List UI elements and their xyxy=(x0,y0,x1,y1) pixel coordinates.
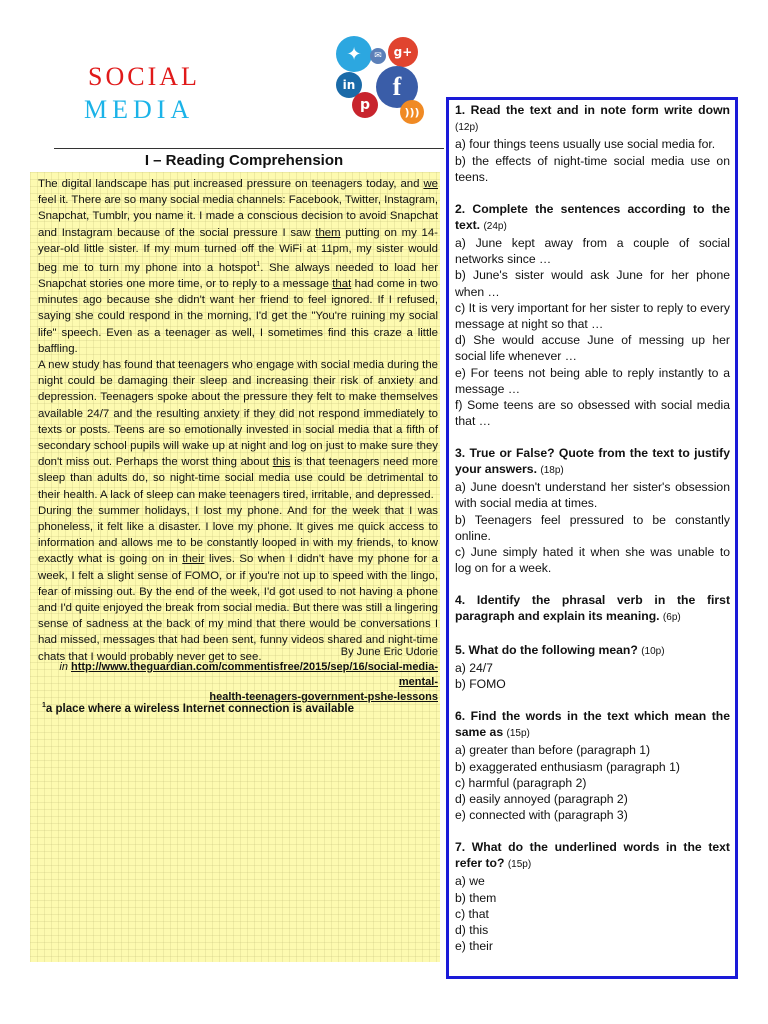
question-3 xyxy=(455,445,730,577)
question-item: a) greater than before (paragraph 1) xyxy=(455,743,651,758)
twitter-icon: ✦ xyxy=(336,36,372,72)
question-prompt: 4. Identify the phrasal verb in the first paragraph and explain its meaning. (6p) xyxy=(455,592,730,624)
question-6 xyxy=(455,708,730,823)
author: By June Eric Udorie xyxy=(340,646,438,658)
question-prompt: 2. Complete the sentences according to the text. (24p) xyxy=(455,201,730,232)
title-line-1: SOCIAL xyxy=(88,62,200,91)
underlined-that: that xyxy=(332,278,352,291)
underlined-their: their xyxy=(182,553,205,566)
question-item: b) the effects of night-time social media use on teens. xyxy=(455,153,730,184)
social-icons-cluster xyxy=(330,34,430,124)
heading-rule xyxy=(54,148,444,149)
google-plus-icon: g+ xyxy=(388,37,418,67)
question-item: c) that xyxy=(455,906,489,921)
points-label: (10p) xyxy=(641,645,665,657)
byline-in: in xyxy=(59,661,68,673)
question-item: c) June simply hated it when she was unable to log on for a week. xyxy=(455,545,730,576)
byline xyxy=(38,645,438,705)
paragraph-3: During the summer holidays, I lost my phone. And for the week that I was phoneless, it felt like a disaster. I love my phone. It gives me quick access to information and allows me to be constantly looped in with my friends, to know exactly what is going on in their lives. So when I didn't have my phone for a week, I felt a slight sense of FOMO, or if you're not up to speed with the lingo, fear of missing out. By the end of the week, I'd got used to not having a phone and I'd quite enjoyed the break from social media. But there was still a lingering sense of sadness at the back of my mind that there would be conversations I had missed, messages that had been sent, funny videos shared and night-time chats that I would probably never get to see. xyxy=(38,504,438,663)
paragraph-2: A new study has found that teenagers who engage with social media during the night could be damaging their sleep and increasing their risk of anxiety and depression. Teenagers spoke about the pressure they felt to make themselves available 24/7 and the resulting anxiety if they did not respond immediately to texts or posts. Teens are so emotionally invested in social media that a fifth of secondary school pupils will wake up at night and log on just to make sure they don't miss out. Perhaps the worst thing about this is that teenagers need more sleep than adults do, so night-time social media use could be detrimental to their health. A lack of sleep can make teenagers tired, irritable, and depressed. xyxy=(38,359,438,501)
question-item: b) them xyxy=(455,890,497,905)
question-1 xyxy=(455,102,730,185)
question-item: c) It is very important for her sister to reply to every message at night so that … xyxy=(455,300,730,331)
paragraph-1: The digital landscape has put increased pressure on teenagers today, and we feel it. There are so many social media channels: Facebook, Twitter, Instagram, Snapchat, Tumblr, you name it. I made a conscious decision to avoid Snapchat and Instagram because of the social pressure I saw them putting on my 14-year-old little sister. If my mum turned off the WiFi at 11pm, my sister would beg me to turn my phone into a hotspot$^1$. She always needed to load her Snapchat stories one more time, or to reply to a message that had come in two minutes ago because she didn't want her friend to feel ignored. If I refused, saying she could respond in the morning, I'd get the "You're ruining my social life" speech. Even as a teenager as well, I sometimes find this craze a little baffling. xyxy=(38,178,438,355)
question-item: b) June's sister would ask June for her phone when … xyxy=(455,268,730,299)
underlined-this: this xyxy=(272,456,291,469)
question-2 xyxy=(455,201,730,430)
question-item: a) four things teens usually use social media for. xyxy=(455,137,716,152)
mail-icon: ✉ xyxy=(370,48,386,64)
question-7 xyxy=(455,839,730,954)
rss-icon: ))) xyxy=(400,100,424,124)
question-prompt: 6. Find the words in the text which mean the same as (15p) xyxy=(455,709,730,740)
underlined-them: them xyxy=(315,226,341,239)
points-label: (15p) xyxy=(507,859,532,871)
underlined-we: we xyxy=(423,178,438,190)
question-item: e) For teens not being able to reply instantly to a message … xyxy=(455,365,730,396)
question-item: a) June kept away from a couple of social networks since … xyxy=(455,235,730,267)
points-label: (18p) xyxy=(540,465,564,477)
points-label: (15p) xyxy=(506,728,530,740)
question-prompt: 1. Read the text and in note form write down (12p) xyxy=(455,103,730,134)
question-item: b) Teenagers feel pressured to be constantly online. xyxy=(455,512,730,543)
pinterest-icon: p xyxy=(352,92,378,118)
source-link-cont[interactable]: health-teenagers-government-pshe-lessons xyxy=(209,691,438,703)
title-line-2: MEDIA xyxy=(84,95,195,124)
question-item: d) She would accuse June of messing up her social life whenever … xyxy=(455,333,730,364)
question-item: e) connected with (paragraph 3) xyxy=(455,808,628,823)
linkedin-icon: in xyxy=(336,72,362,98)
question-item: a) we xyxy=(455,874,485,889)
points-label: (12p) xyxy=(455,122,479,134)
question-item: f) Some teens are so obsessed with social media that … xyxy=(455,397,730,429)
question-4 xyxy=(455,592,730,626)
source-link[interactable]: http://www.theguardian.com/commentisfree/2015/sep/16/social-media-mental- xyxy=(71,661,438,688)
question-item: a) June doesn't understand her sister's obsession with social media at times. xyxy=(455,480,730,511)
footnote: $^1$a place where a wireless Internet connection is available xyxy=(42,702,354,715)
question-5 xyxy=(455,642,730,693)
worksheet-title xyxy=(84,60,274,126)
question-prompt: 5. What do the following mean? (10p) xyxy=(455,642,665,657)
question-item: e) their xyxy=(455,939,493,954)
question-item: d) easily annoyed (paragraph 2) xyxy=(455,792,628,807)
section-heading: I – Reading Comprehension xyxy=(144,152,344,169)
points-label: (6p) xyxy=(662,612,681,624)
question-item: c) harmful (paragraph 2) xyxy=(455,775,587,790)
questions-list xyxy=(455,102,730,970)
question-prompt: 7. What do the underlined words in the text refer to? (15p) xyxy=(455,839,730,871)
question-item: a) 24/7 xyxy=(455,661,493,676)
question-item: b) FOMO xyxy=(455,677,506,692)
facebook-icon: f xyxy=(376,66,418,108)
question-prompt: 3. True or False? Quote from the text to justify your answers. (18p) xyxy=(455,445,730,477)
reading-text xyxy=(38,176,438,665)
question-item: b) exaggerated enthusiasm (paragraph 1) xyxy=(455,759,680,774)
points-label: (24p) xyxy=(483,220,507,232)
question-item: d) this xyxy=(455,922,489,937)
